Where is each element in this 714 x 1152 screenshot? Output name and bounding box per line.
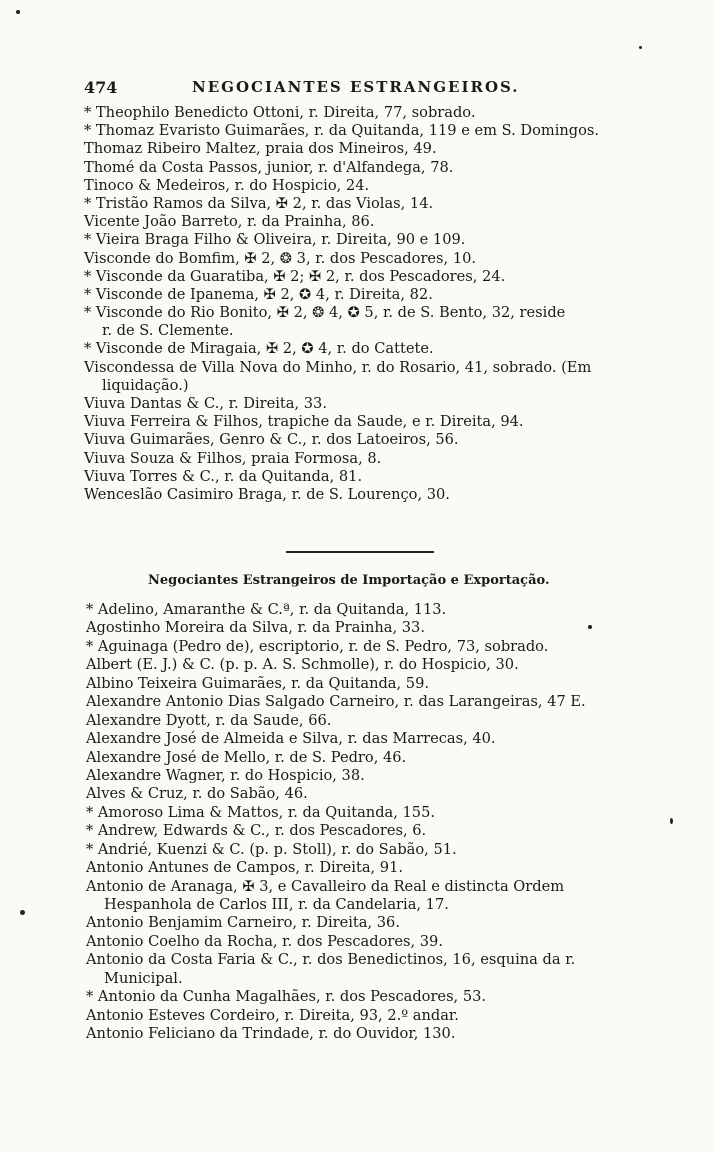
list-item-continuation: Hespanhola de Carlos III, r. da Candelaria, 17. [104,896,449,913]
list-item: Visconde do Bomfim, ✠ 2, ❂ 3, r. dos Pescadores, 10. [84,249,477,267]
list-item: * Amoroso Lima & Mattos, r. da Quitanda, 155. [86,803,436,821]
list-item-continuation: r. de S. Clemente. [102,322,234,340]
ink-speck [20,910,25,915]
list-item: * Andrew, Edwards & C., r. dos Pescadores, 6. [86,822,427,840]
ink-speck [639,46,642,49]
list-item: Antonio Feliciano da Trindade, r. do Ouvidor, 130. [86,1025,456,1043]
running-head: NEGOCIANTES ESTRANGEIROS. [192,78,520,96]
list-item-continuation: Municipal. [104,969,183,987]
list-item: * Thomaz Evaristo Guimarães, r. da Quitanda, 119 e em S. Domingos. [84,122,600,140]
list-item-continuation: liquidação.) [102,376,189,394]
list-item: Viuva Ferreira & Filhos, trapiche da Saude, e r. Direita, 94. [84,413,524,431]
list-item: * Vieira Braga Filho & Oliveira, r. Direita, 90 e 109. [84,231,466,249]
ink-speck [16,10,20,14]
list-item: Albert (E. J.) & C. (p. p. A. S. Schmolle), r. do Hospicio, 30. [86,656,519,674]
list-item: Alexandre José de Mello, r. de S. Pedro, 46. [86,748,407,766]
list-item: Viuva Guimarães, Genro & C., r. dos Latoeiros, 56. [84,431,459,449]
list-item: Alexandre José de Almeida e Silva, r. das Marrecas, 40. [86,730,496,748]
list-item: Antonio Benjamim Carneiro, r. Direita, 36. [86,914,400,932]
list-item: Viuva Souza & Filhos, praia Formosa, 8. [84,449,382,467]
list-item: Agostinho Moreira da Silva, r. da Prainha, 33. [86,619,425,637]
list-item: Alexandre Wagner, r. do Hospicio, 38. [86,766,365,784]
list-item: * Aguinaga (Pedro de), escriptorio, r. de S. Pedro, 73, sobrado. [86,637,549,655]
list-item: Albino Teixeira Guimarães, r. da Quitanda, 59. [86,674,429,692]
page-number: 474 [84,78,118,97]
list-item: * Visconde de Miragaia, ✠ 2, ✪ 4, r. do Cattete. [84,340,434,358]
list-item: * Theophilo Benedicto Ottoni, r. Direita, 77, sobrado. [84,104,476,121]
list-item: Antonio Esteves Cordeiro, r. Direita, 93, 2.º andar. [86,1006,459,1024]
list-item: Viuva Torres & C., r. da Quitanda, 81. [84,467,363,485]
list-item: * Tristão Ramos da Silva, ✠ 2, r. das Violas, 14. [84,194,434,212]
list-item: Antonio Antunes de Campos, r. Direita, 91. [86,859,404,877]
list-item: * Andrié, Kuenzi & C. (p. p. Stoll), r. do Sabão, 51. [86,840,457,858]
ink-speck [670,818,673,824]
list-item: Alexandre Antonio Dias Salgado Carneiro, r. das Larangeiras, 47 E. [86,693,586,711]
ink-speck [588,625,592,629]
section-title: Negociantes Estrangeiros de Importação e Exportação. [148,573,550,588]
list-item: Antonio da Costa Faria & C., r. dos Benedictinos, 16, esquina da r. [86,951,576,969]
list-item: Alves & Cruz, r. do Sabão, 46. [86,785,308,803]
list-item: Wenceslão Casimiro Braga, r. de S. Lourenço, 30. [84,485,450,503]
list-item: * Visconde da Guaratiba, ✠ 2; ✠ 2, r. dos Pescadores, 24. [84,267,506,285]
list-item: * Visconde de Ipanema, ✠ 2, ✪ 4, r. Direita, 82. [84,285,433,303]
page-header [84,78,684,100]
section-entries-2 [86,601,686,1044]
list-item: Thomé da Costa Passos, junior, r. d'Alfandega, 78. [84,158,454,176]
list-item: Vicente João Barreto, r. da Prainha, 86. [84,213,375,231]
list-item: Thomaz Ribeiro Maltez, praia dos Mineiros, 49. [84,140,437,158]
list-item: * Antonio da Cunha Magalhães, r. dos Pescadores, 53. [86,988,487,1006]
list-item: Viscondessa de Villa Nova do Minho, r. do Rosario, 41, sobrado. (Em [84,358,592,376]
list-item: Alexandre Dyott, r. da Saude, 66. [86,711,332,729]
list-item: * Adelino, Amaranthe & C.ª, r. da Quitanda, 113. [86,601,447,618]
list-item: Tinoco & Medeiros, r. do Hospicio, 24. [84,176,370,194]
list-item: * Visconde do Rio Bonito, ✠ 2, ❂ 4, ✪ 5, r. de S. Bento, 32, reside [84,304,566,322]
list-item: Antonio Coelho da Rocha, r. dos Pescadores, 39. [86,932,443,950]
list-item: Viuva Dantas & C., r. Direita, 33. [84,395,327,412]
section-divider [286,551,434,553]
section-entries-1 [84,104,684,504]
list-item: Antonio de Aranaga, ✠ 3, e Cavalleiro da Real e distincta Ordem [86,877,565,895]
